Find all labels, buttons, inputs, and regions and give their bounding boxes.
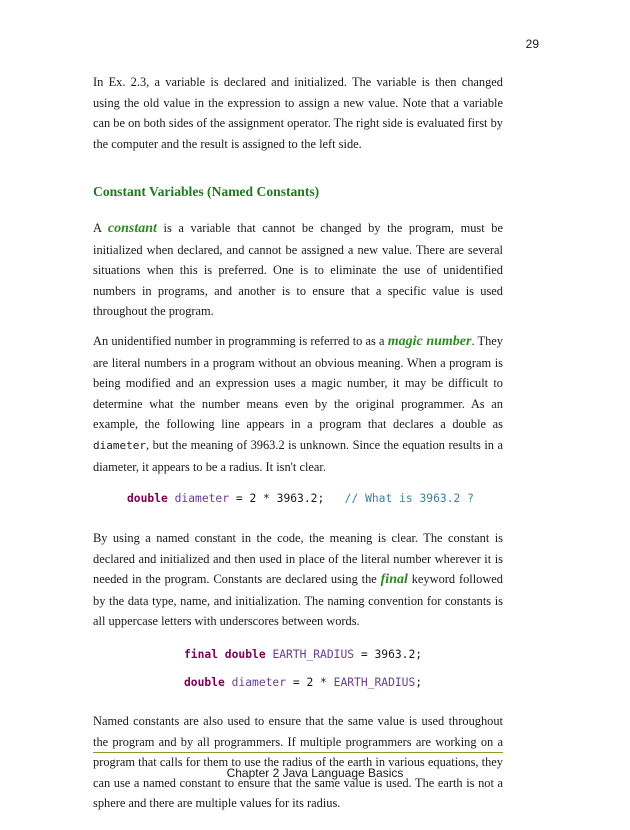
text-span: A (93, 220, 108, 235)
page-content (93, 72, 503, 830)
paragraph-intro: In Ex. 2.3, a variable is declared and initialized. The variable is then changed using the old value in the expression to assign a new value. Note that a variable can be on both sides of the assignment operator. The right side is evaluated first by the computer and the result is assigned to the left side. (93, 75, 503, 151)
code-expression: = 2 * 3963.2; (229, 492, 325, 506)
code-comment: // What is 3963.2 ? (344, 492, 474, 506)
paragraph-magic-number (93, 331, 503, 477)
code-expression: = 2 * (286, 676, 334, 690)
text-span: . They are literal numbers in a program without an obvious meaning. When a program is being modified and an expression uses a magic number, it may be difficult to determine what the number means even by the original programmer. As an example, the following line appears in a program that declares a double as (93, 333, 503, 432)
code-type: double (184, 676, 225, 690)
text-span: By using a named constant in the code, the meaning is clear. The constant is declared and initialized and then used in place of the literal number wherever it is needed in the program. Constants are declared using the (93, 531, 503, 587)
code-type: double (127, 492, 168, 506)
code-constant-reference: EARTH_RADIUS (333, 676, 416, 690)
code-line-constant-usage (184, 673, 503, 693)
text-span: is a variable that cannot be changed by the program, must be initialized when declared, and cannot be assigned a new value. There are several situations when this is preferred. One is to eliminate the use of unidentified numbers in programs, and another is to ensure that a specific value is used throughout the program. (93, 220, 503, 319)
keyword-magic-number: magic number (387, 333, 472, 349)
keyword-constant: constant (107, 220, 157, 236)
code-type: final double (184, 648, 266, 662)
code-expression: = 3963.2; (354, 648, 423, 662)
footer-rule (93, 752, 503, 753)
text-span: keyword followed by the data type, name, and initialization. The naming convention for constants is all uppercase letters with underscores between words. (93, 572, 503, 629)
code-line-constant-declaration (184, 645, 503, 665)
page-number: 29 (525, 37, 539, 51)
code-variable: EARTH_RADIUS (272, 648, 355, 662)
code-variable: diameter (231, 676, 287, 690)
text-span: An unidentified number in programming is referred to as a (93, 333, 388, 348)
paragraph-closing: Named constants are also used to ensure that the same value is used throughout the program and by all programmers. If multiple programmers are working on a program that calls for them to use the radius of the earth in various equations, they can use a named constant to ensure that the same value is used. The earth is not a sphere and there are multiple values for its radius. (93, 714, 503, 811)
paragraph-constant-definition (93, 218, 503, 322)
footer-chapter-title: Chapter 2 Java Language Basics (226, 766, 404, 780)
code-line-magic (127, 489, 503, 509)
keyword-final: final (380, 572, 408, 588)
paragraph-named-constant (93, 528, 503, 632)
text-span: , but the meaning of 3963.2 is unknown. Since the equation results in a diameter, it appears to be a radius. It isn't clear. (93, 437, 503, 474)
inline-code-diameter: diameter (93, 438, 146, 452)
section-heading: Constant Variables (Named Constants) (93, 184, 320, 200)
code-variable: diameter (174, 492, 230, 506)
code-terminator: ; (415, 676, 423, 690)
